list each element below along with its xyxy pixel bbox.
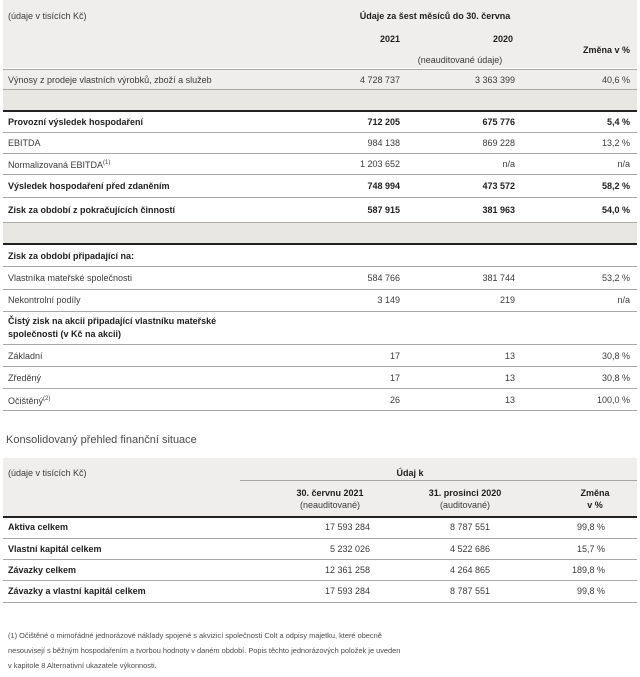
value-2021: 12 361 258 bbox=[324, 565, 370, 575]
value-2021: 3 149 bbox=[377, 295, 400, 305]
value-change: 99,8 % bbox=[576, 522, 605, 532]
section2-title: Konsolidovaný přehled finanční situace bbox=[6, 434, 197, 446]
divider bbox=[3, 174, 637, 175]
divider bbox=[3, 602, 637, 603]
value-change: 5,4 % bbox=[606, 117, 630, 127]
row-label: EBITDA bbox=[8, 138, 41, 148]
value-2021: 17 593 284 bbox=[324, 586, 370, 596]
value-2020: 13 bbox=[504, 373, 515, 383]
value-2021: 748 994 bbox=[367, 181, 400, 191]
value-change: 58,2 % bbox=[601, 181, 630, 191]
table2-col2-sub: (auditované) bbox=[439, 500, 491, 510]
footnote-line-3: v kapitole 8 Alternativní ukazatele výkonnosti. bbox=[8, 661, 157, 670]
value-change: 100,0 % bbox=[596, 395, 630, 405]
value-2021: 1 203 652 bbox=[359, 159, 400, 169]
row-label: Nekontrolní podíly bbox=[8, 295, 81, 305]
table1-period-header: Údaje za šest měsíců do 30. června bbox=[359, 11, 511, 21]
divider bbox=[3, 366, 637, 367]
value-2021: 17 bbox=[389, 351, 400, 361]
row-label bbox=[8, 157, 110, 171]
value-change: 15,7 % bbox=[576, 544, 605, 554]
row-label: Aktiva celkem bbox=[8, 522, 69, 532]
value-2020: 381 744 bbox=[482, 273, 515, 283]
divider bbox=[3, 266, 637, 267]
value-2021: 5 232 026 bbox=[329, 544, 370, 554]
table2-change-header: Změna bbox=[580, 488, 610, 498]
table2-data-header: Údaj k bbox=[396, 468, 424, 478]
row-label: Provozní výsledek hospodaření bbox=[8, 117, 144, 127]
row-subheader-line2: společnosti (v Kč na akcii) bbox=[8, 329, 122, 339]
value-2021: 584 766 bbox=[367, 273, 400, 283]
divider bbox=[3, 132, 637, 133]
divider bbox=[3, 538, 637, 539]
row-label bbox=[8, 393, 50, 407]
value-change: 189,8 % bbox=[571, 565, 605, 575]
value-change: 30,8 % bbox=[601, 373, 630, 383]
row-label: Výsledek hospodaření před zdaněním bbox=[8, 181, 170, 191]
divider bbox=[3, 580, 637, 581]
divider bbox=[3, 410, 637, 411]
divider bbox=[3, 197, 637, 198]
value-2020: 13 bbox=[504, 351, 515, 361]
divider-thick bbox=[3, 110, 637, 112]
table1-spacer-band bbox=[3, 90, 637, 110]
value-change: n/a bbox=[617, 159, 630, 169]
value-2020: 4 522 686 bbox=[449, 544, 490, 554]
divider bbox=[3, 289, 637, 290]
table2-col1-header: 30. červnu 2021 bbox=[296, 488, 364, 498]
value-2020: 13 bbox=[504, 395, 515, 405]
value-change: 40,6 % bbox=[601, 75, 630, 85]
row-label: Výnosy z prodeje vlastních výrobků, zboží a služeb bbox=[8, 75, 212, 85]
value-2020: 219 bbox=[499, 295, 515, 305]
value-change: 99,8 % bbox=[576, 586, 605, 596]
row-label: Zředěný bbox=[8, 373, 42, 383]
table1-header-band bbox=[3, 0, 637, 68]
row-label-text: Očištěný bbox=[8, 396, 44, 406]
footnote-line-1: (1) Očištěné o mimořádné jednorázové náklady spojené s akvizicí společnosti Colt a odpisy majetku, které obecně bbox=[8, 631, 382, 640]
table1-change-header: Změna v % bbox=[582, 45, 630, 55]
footnote-ref: (1) bbox=[103, 160, 111, 166]
value-change: 54,0 % bbox=[601, 205, 630, 215]
row-label: Vlastní kapitál celkem bbox=[8, 544, 102, 554]
value-change: n/a bbox=[617, 295, 630, 305]
row-subheader: Zisk za období připadající na: bbox=[8, 251, 135, 261]
value-change: 30,8 % bbox=[601, 351, 630, 361]
value-2021: 17 bbox=[389, 373, 400, 383]
divider-thick bbox=[3, 516, 637, 518]
divider bbox=[3, 388, 637, 389]
divider bbox=[3, 69, 637, 70]
value-2021: 4 728 737 bbox=[359, 75, 400, 85]
row-label: Zisk za období z pokračujících činností bbox=[8, 205, 176, 215]
value-2020: 381 963 bbox=[482, 205, 515, 215]
table2-unit-note: (údaje v tisících Kč) bbox=[8, 468, 87, 478]
row-subheader: Čistý zisk na akcii připadající vlastníku mateřské bbox=[8, 316, 217, 326]
value-2020: n/a bbox=[502, 159, 515, 169]
value-2021: 984 138 bbox=[367, 138, 400, 148]
value-2020: 473 572 bbox=[482, 181, 515, 191]
divider bbox=[3, 311, 637, 312]
table2-col2-header: 31. prosinci 2020 bbox=[428, 488, 502, 498]
table2-change-header-2: v % bbox=[587, 500, 603, 510]
value-2021: 712 205 bbox=[367, 117, 400, 127]
footnote-line-2: nesouvisejí s běžným hospodařením a tvorbou hodnoty v daném období. Popis těchto jednorázových položek je uveden bbox=[8, 646, 401, 655]
row-label: Vlastníka mateřské společnosti bbox=[8, 273, 133, 283]
value-2021: 587 915 bbox=[367, 205, 400, 215]
divider bbox=[240, 480, 637, 481]
divider bbox=[3, 559, 637, 560]
footnote-ref: (2) bbox=[43, 396, 51, 402]
value-2020: 675 776 bbox=[482, 117, 515, 127]
value-2020: 869 228 bbox=[482, 138, 515, 148]
row-label-text: Normalizovaná EBITDA bbox=[8, 160, 104, 170]
value-2021: 26 bbox=[389, 395, 400, 405]
table1-year-2021: 2021 bbox=[379, 34, 401, 44]
table2-col1-sub: (neauditované) bbox=[299, 500, 361, 510]
value-change: 13,2 % bbox=[601, 138, 630, 148]
row-label: Základní bbox=[8, 351, 43, 361]
value-2020: 8 787 551 bbox=[449, 522, 490, 532]
table1-unaudited-note: (neauditované údaje) bbox=[417, 55, 503, 65]
table1-spacer-band bbox=[3, 223, 637, 243]
value-change: 53,2 % bbox=[601, 273, 630, 283]
divider-thick bbox=[3, 243, 637, 245]
row-label: Závazky a vlastní kapitál celkem bbox=[8, 586, 146, 596]
value-2020: 4 264 865 bbox=[449, 565, 490, 575]
value-2020: 3 363 399 bbox=[474, 75, 515, 85]
value-2021: 17 593 284 bbox=[324, 522, 370, 532]
table1-year-2020: 2020 bbox=[492, 34, 514, 44]
value-2020: 8 787 551 bbox=[449, 586, 490, 596]
row-label: Závazky celkem bbox=[8, 565, 77, 575]
divider bbox=[3, 153, 637, 154]
divider bbox=[3, 344, 637, 345]
table1-unit-note: (údaje v tisících Kč) bbox=[8, 11, 87, 21]
